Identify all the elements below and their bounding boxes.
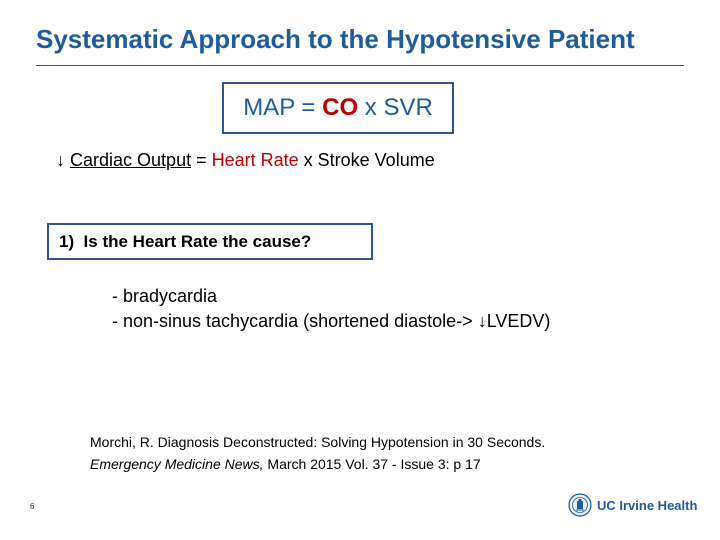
map-equation-box	[222, 82, 454, 134]
reference-line-1: Morchi, R. Diagnosis Deconstructed: Solving Hypotension in 30 Seconds.	[90, 434, 546, 450]
cardiac-output-line	[56, 150, 435, 171]
slide-number: 6	[30, 502, 35, 511]
equation-left: MAP =	[243, 94, 323, 121]
equation-right: x SVR	[358, 94, 433, 121]
uc-irvine-health-logo	[568, 493, 697, 517]
slide-title: Systematic Approach to the Hypotensive Patient	[36, 24, 635, 54]
reference-journal: Emergency Medicine News,	[90, 456, 264, 472]
cause-item: - bradycardia	[112, 286, 218, 306]
reference-citation	[90, 431, 545, 475]
title-divider	[36, 65, 684, 66]
cardiac-output-equals: =	[191, 150, 212, 170]
cardiac-output-term: Cardiac Output	[70, 150, 192, 170]
down-arrow-icon: ↓	[56, 150, 65, 170]
reference-line-2	[90, 453, 545, 475]
uc-irvine-seal-icon	[568, 493, 592, 517]
cause-item: - non-sinus tachycardia (shortened diastole-> ↓LVEDV)	[112, 311, 551, 331]
question-text: 1) Is the Heart Rate the cause?	[59, 231, 312, 251]
equation-co: CO	[322, 94, 359, 121]
causes-list	[112, 284, 550, 334]
heart-rate-term: Heart Rate	[211, 150, 299, 170]
reference-details: March 2015 Vol. 37 - Issue 3: p 17	[263, 456, 481, 472]
stroke-volume-term: x Stroke Volume	[298, 150, 435, 170]
question-box	[47, 223, 373, 260]
logo-text: UC Irvine Health	[597, 497, 698, 513]
